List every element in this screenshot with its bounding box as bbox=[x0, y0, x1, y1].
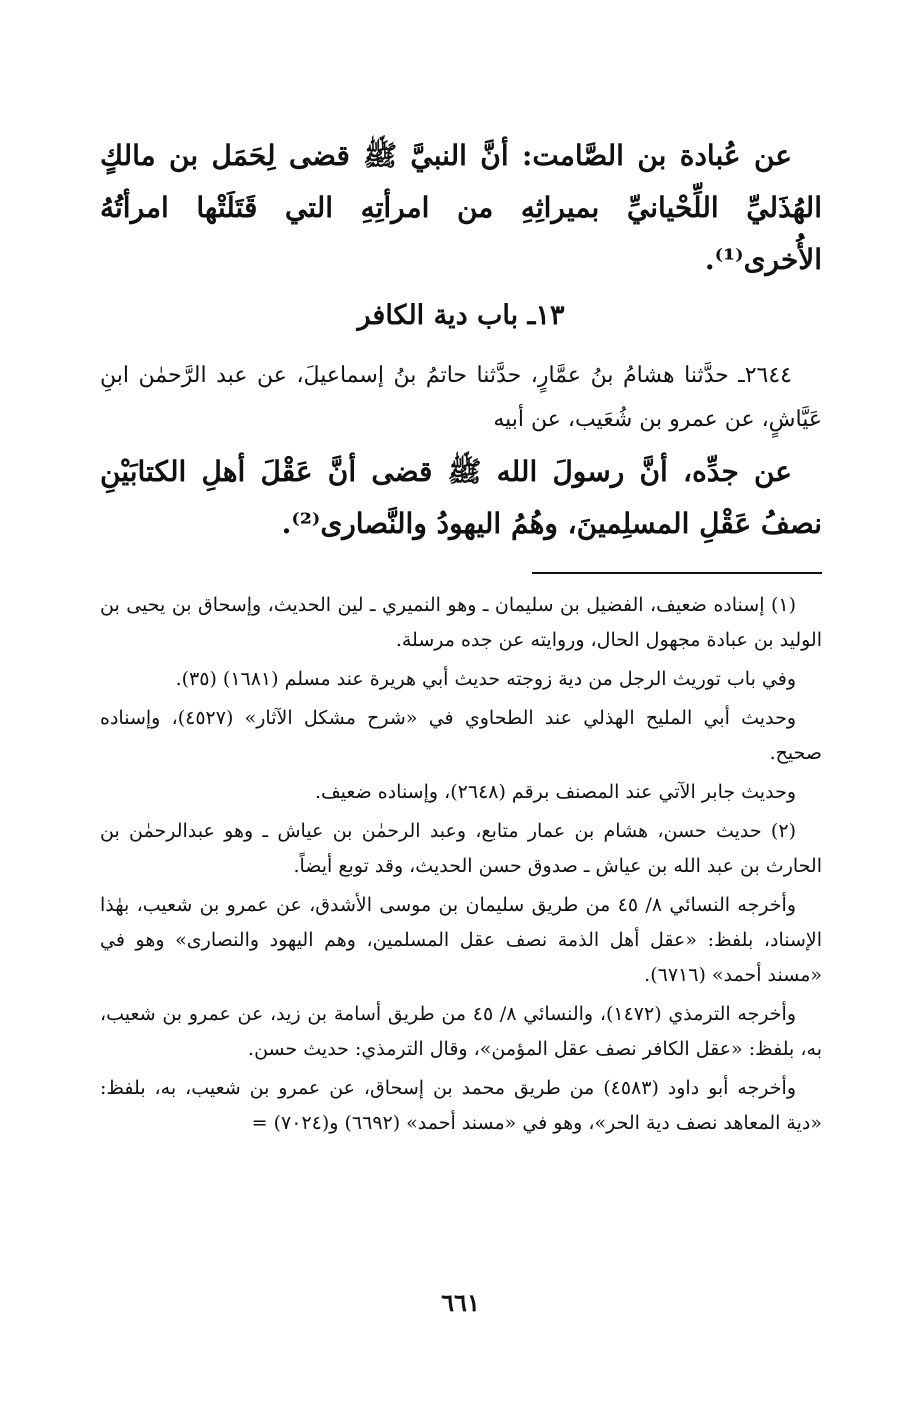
page-number: ٦٦١ bbox=[441, 1288, 480, 1317]
footnote-paragraph: وأخرجه أبو داود (٤٥٨٣) من طريق محمد بن إسحاق، عن عمرو بن شعيب، به، بلفظ: «دية المعاهد نصف دية الحر»، وهو في «مسند أحمد» (٦٦٩٢) و(٧٠٢٤) = bbox=[100, 1077, 822, 1134]
footnote-paragraph: وفي باب توريث الرجل من دية زوجته حديث أبي هريرة عند مسلم (١٦٨١) (٣٥). bbox=[175, 668, 796, 690]
hadith-isnad: ٢٦٤٤ـ حدَّثنا هشامُ بنُ عمَّارٍ، حدَّثنا حاتمُ بنُ إسماعيلَ، عن عبد الرَّحمٰن ابنِ عَيَّاشٍ، عن عمرو بن شُعَيب، عن أبيه bbox=[100, 363, 822, 432]
footnote-paragraph: وحديث أبي المليح الهذلي عند الطحاوي في «شرح مشكل الآثار» (٤٥٢٧)، وإسناده صحيح. bbox=[100, 707, 822, 764]
hadith-matn: عن جدِّه، أنَّ رسولَ الله ﷺ قضى أنَّ عَقْلَ أهلِ الكتابَيْنِ نصفُ عَقْلِ المسلِمينَ، وهُمُ اليهودُ والنَّصارى⁽²⁾. bbox=[100, 455, 822, 540]
footnote-paragraph: (١) إسناده ضعيف، الفضيل بن سليمان ـ وهو النميري ـ لين الحديث، وإسحاق بن يحيى بن الوليد بن عبادة مجهول الحال، وروايته عن جده مرسلة. bbox=[100, 594, 822, 651]
footnote-paragraph: وحديث جابر الآتي عند المصنف برقم (٢٦٤٨)، وإسناده ضعيف. bbox=[314, 781, 796, 803]
chapter-title: ١٣ـ باب دية الكافر bbox=[357, 300, 565, 331]
document-page bbox=[100, 130, 822, 1145]
footnote-divider bbox=[532, 572, 822, 574]
hadith-text-top: عن عُبادة بن الصَّامت: أنَّ النبيَّ ﷺ قضى لِحَمَل بن مالكٍ الهُذَليِّ اللِّحْيانيِّ بميراثِهِ من امرأتِهِ التي قَتَلَتْها امرأتُهُ الأُخرى⁽¹⁾. bbox=[100, 139, 822, 276]
footnote-paragraph: (٢) حديث حسن، هشام بن عمار متابع، وعبد الرحمٰن بن عياش ـ وهو عبدالرحمٰن بن الحارث بن عبد الله بن عياش ـ صدوق حسن الحديث، وقد توبع أيضاً. bbox=[100, 820, 822, 877]
footnotes-section bbox=[100, 588, 822, 1141]
footnote-paragraph: وأخرجه النسائي ٨/ ٤٥ من طريق سليمان بن موسى الأشدق، عن عمرو بن شعيب، بهٰذا الإسناد، بلفظ: «عقل أهل الذمة نصف عقل المسلمين، وهم اليهود والنصارى» وهو في «مسند أحمد» (٦٧١٦). bbox=[100, 894, 822, 986]
footnote-paragraph: وأخرجه الترمذي (١٤٧٢)، والنسائي ٨/ ٤٥ من طريق أسامة بن زيد، عن عمرو بن شعيب، به، بلفظ: «عقل الكافر نصف عقل المؤمن»، وقال الترمذي: حديث حسن. bbox=[100, 1003, 822, 1060]
